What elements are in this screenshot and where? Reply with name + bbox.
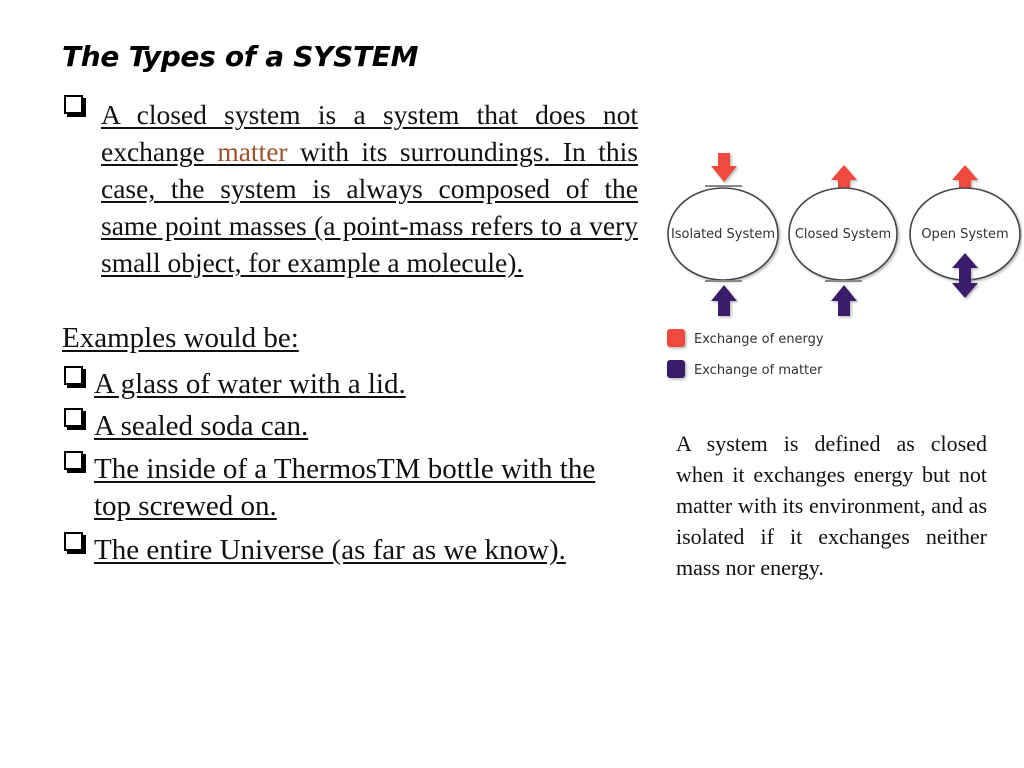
intro-text-after: with its surroundings. In this case, the system is always composed of the same point masses (a point-mass refers to a very small object, for example a molecule). [101,136,638,278]
example-item: The inside of a ThermosTM bottle with the top screwed on. [94,453,596,522]
checkbox-bullet-icon [64,532,83,551]
example-item: A sealed soda can. [94,410,309,442]
checkbox-bullet-icon [64,408,83,427]
open-system-label: Open System [921,227,1009,242]
energy-blocked-arrow-icon [711,153,737,182]
closed-system-label: Closed System [794,227,892,242]
slide-title: The Types of a SYSTEM [62,40,419,73]
example-item: The entire Universe (as far as we know). [94,534,566,566]
isolated-system-node [668,153,778,316]
intro-text-before: A closed system is a system that does not exchange [101,99,638,167]
checkbox-bullet-icon [64,95,83,114]
isolated-system-label: Isolated System [670,227,776,242]
examples-heading: Examples would be: [62,322,299,354]
energy-legend-label: Exchange of energy [694,332,824,347]
matter-blocked-arrow-icon [831,285,857,316]
example-item: A glass of water with a lid. [94,368,406,400]
diagram-caption: A system is defined as closed when it exchanges energy but not matter with its environment, and as isolated if it exchanges neither mass nor energy. [676,431,987,580]
open-system-node [910,165,1020,298]
checkbox-bullet-icon [64,366,83,385]
energy-legend-swatch [667,329,685,347]
closed-system-node [789,165,897,316]
matter-legend-label: Exchange of matter [694,363,823,378]
checkbox-bullet-icon [64,451,83,470]
matter-blocked-arrow-icon [711,285,737,316]
closed-system-definition [101,96,638,281]
diagram-legend [667,329,824,378]
matter-legend-swatch [667,360,685,378]
matter-link[interactable]: matter [217,136,288,167]
system-types-diagram [660,150,1022,390]
